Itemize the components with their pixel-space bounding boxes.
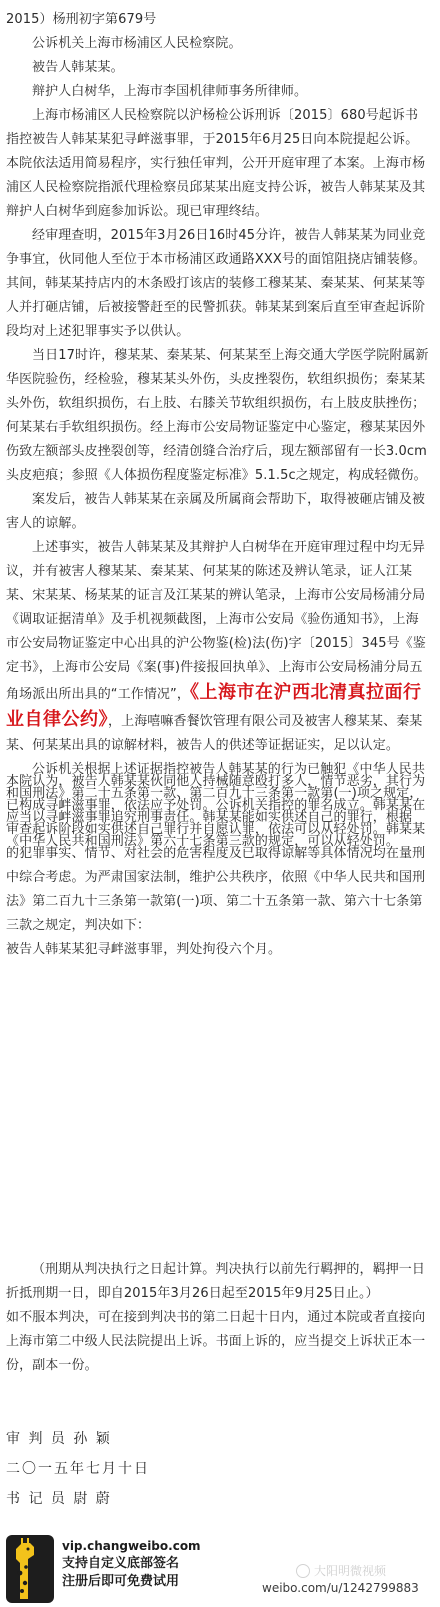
court-opinion-section <box>6 770 430 962</box>
judge-signature: 审 判 员 孙 颖 <box>6 1431 112 1447</box>
defender-line: 辩护人白树华，上海市李国机律师事务所律师。 <box>32 84 308 99</box>
highlighted-convention-title: 《上海市在沪西北清真拉面行业自律公约》 <box>6 682 422 730</box>
case-number: 2015）杨刑初字第679号 <box>6 12 157 27</box>
sentence-term-note: （刑期从判决执行之日起计算。判决执行以前先行羁押的，羁押一日折抵刑期一日，即自2015年3月26日起至2015年9月25日止。） <box>6 1262 426 1301</box>
judgment-facts-section <box>6 8 430 854</box>
promo-line-1: 支持自定义底部签名 <box>62 1556 180 1571</box>
clerk-signature: 书 记 员 尉 蔚 <box>6 1491 112 1507</box>
prosecutor-line: 公诉机关上海市杨浦区人民检察院。 <box>32 36 242 51</box>
judgment-date: 二〇一五年七月十日 <box>6 1461 150 1477</box>
weibo-watermark <box>296 1562 436 1582</box>
court-opinion-paragraph: 本院认为，被告人韩某某伙同他人持械随意殴打多人，情节恶劣，其行为已构成寻衅滋事罪，依法应予处罚。公诉机关指控的罪名成立。韩某某在审查起诉阶段如实供述自己罪行并自愿认罪，依法可以从轻处罚。韩某某的犯罪事实、情节、对社会的危害程度及已取得谅解等具体情况均在量刑中综合考虑。为严肃国家法制，维护公共秩序，依照《中华人民共和国刑法》第二百九十三条第一款第(一)项、第二十五条第一款、第六十七条第三款之规定，判决如下： <box>6 774 426 933</box>
procedure-paragraph: 上海市杨浦区人民检察院以沪杨检公诉刑诉〔2015〕680号起诉书指控被告人韩某某犯寻衅滋事罪，于2015年6月25日向本院提起公诉。本院依法适用简易程序，实行独任审判，公开开庭审理了本案。上海市杨浦区人民检察院指派代理检察员邱某某出庭支持公诉，被告人韩某某及其辩护人白树华到庭参加诉讼。现已审理终结。 <box>6 108 426 219</box>
changweibo-footer <box>0 1520 440 1607</box>
watermark-url[interactable]: weibo.com/u/1242799883 <box>262 1581 419 1595</box>
verdict-line: 被告人韩某某犯寻衅滋事罪，判处拘役六个月。 <box>6 942 282 957</box>
prosecution-charge-paragraph: 公诉机关根据上述证据指控被告人韩某某的行为已触犯《中华人民共和国刑法》第二十五条第一款、第二百九十三条第一款第(一)项之规定，应当以寻衅滋事罪追究刑事责任。韩某某能如实供述自己的罪行，根据《中华人民共和国刑法》第六十七条第三款的规定，可以从轻处罚。 <box>6 762 426 849</box>
weibo-eye-icon <box>296 1564 310 1578</box>
signature-section <box>6 1424 246 1514</box>
sentence-notes-section <box>6 1258 430 1378</box>
giraffe-logo-icon <box>6 1535 54 1603</box>
watermark-text: 大阳明微视频 <box>314 1564 387 1578</box>
promo-url[interactable]: vip.changweibo.com <box>62 1539 201 1553</box>
appeal-note: 如不服本判决，可在接到判决书的第二日起十日内，通过本院或者直接向上海市第二中级人民法院提出上诉。书面上诉的，应当提交上诉状正本一份，副本一份。 <box>6 1310 426 1373</box>
evidence-text-part-2: ，上海嘻嘛香餐饮管理有限公司及被害人穆某某、秦某某、何某某出具的谅解材料，被告人的供述等证据证实，足以认定。 <box>6 714 423 753</box>
forgiveness-paragraph: 案发后，被告人韩某某在亲属及所属商会帮助下，取得被砸店铺及被害人的谅解。 <box>6 492 426 531</box>
facts-paragraph: 经审理查明，2015年3月26日16时45分许，被告人韩某某为同业竞争事宜，伙同他人至位于本市杨浦区政通路XXX号的面馆阻挠店铺装修。其间，韩某某持店内的木条殴打该店的装修工穆某某、秦某某、何某某等人并打砸店铺，后被接警赶至的民警抓获。韩某某到案后直至审查起诉阶段均对上述犯罪事实予以供认。 <box>6 228 427 339</box>
evidence-text-part-1: 上述事实，被告人韩某某及其辩护人白树华在开庭审理过程中均无异议，并有被害人穆某某、秦某某、何某某的陈述及辨认笔录，证人江某某、宋某某、杨某某的证言及江某某的辨认笔录，上海市公安局杨浦分局《调取证据清单》及手机视频截图，上海市公安局《验伤通知书》，上海市公安局物证鉴定中心出具的沪公物鉴(检)法(伤)字〔2015〕345号《鉴定书》，上海市公安局《案(事)件接报回执单》、上海市公安局杨浦分局五角场派出所出具的“工作情况”， <box>6 540 426 702</box>
defendant-line: 被告人韩某某。 <box>32 60 124 75</box>
promo-line-2: 注册后即可免费试用 <box>62 1574 180 1589</box>
injuries-paragraph: 当日17时许，穆某某、秦某某、何某某至上海交通大学医学院附属新华医院验伤，经检验，穆某某头外伤，头皮挫裂伤，软组织损伤；秦某某头外伤，软组织损伤，右上肢、右膝关节软组织损伤，右上肢皮肤挫伤；何某某右手软组织损伤。经上海市公安局物证鉴定中心鉴定，穆某某因外伤致左额部头皮挫裂创等，经清创缝合治疗后，现左额部留有一长3.0cm头皮疤痕；参照《人体损伤程度鉴定标准》5.1.5c之规定，构成轻微伤。 <box>6 348 429 483</box>
evidence-paragraph <box>6 536 430 758</box>
